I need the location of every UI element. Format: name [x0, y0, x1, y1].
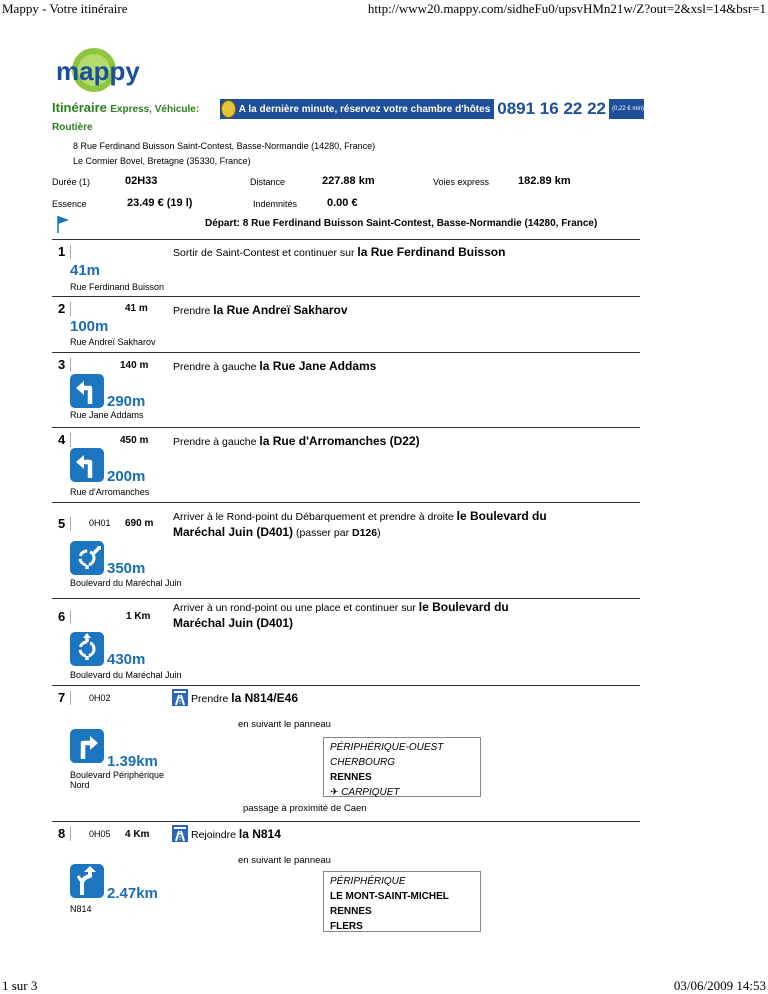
step-cumulative-distance: 41 m — [125, 303, 148, 314]
logo-text: mappy — [56, 56, 140, 86]
ad-text: A la dernière minute, réservez votre chambre d'hôtes — [238, 103, 491, 115]
step-divider — [52, 296, 640, 297]
step-divider — [52, 502, 640, 503]
step-number: 5 — [58, 516, 66, 531]
roundabout-icon — [70, 632, 104, 666]
step-distance: 100m — [70, 318, 109, 335]
step-instruction: Rejoindre la N814 — [191, 827, 281, 841]
destination-address: Le Cormier Bovel, Bretagne (35330, France) — [73, 156, 251, 166]
step-cumulative-distance: 140 m — [120, 360, 149, 371]
motorway-icon — [172, 689, 188, 706]
step-number: 7 — [58, 690, 66, 705]
distance-value: 227.88 km — [322, 175, 375, 187]
ad-phone: 0891 16 22 22 — [494, 99, 609, 119]
step-number: 8 — [58, 826, 66, 841]
step-distance: 350m — [107, 560, 146, 577]
mappy-logo[interactable] — [54, 46, 140, 100]
print-page-datetime: 03/06/2009 14:53 — [673, 978, 766, 993]
step-instruction: Prendre à gauche la Rue Jane Addams — [173, 359, 377, 373]
roundabout-icon — [70, 541, 104, 575]
step-road-name: N814 — [70, 904, 92, 914]
fuel-label: Essence — [52, 199, 87, 209]
step-road-name: Rue Ferdinand Buisson — [70, 282, 165, 292]
step-road-name: Boulevard Périphérique Nord — [70, 770, 165, 790]
step-divider — [52, 239, 640, 240]
step-distance: 430m — [107, 651, 146, 668]
distance-label: Distance — [250, 177, 286, 187]
step-number: 2 — [58, 301, 66, 316]
step-number: 1 — [58, 244, 66, 259]
step-instruction: Prendre la Rue Andreï Sakharov — [173, 303, 348, 317]
print-page-number: 1 sur 3 — [2, 978, 38, 993]
step-instruction: Prendre à gauche la Rue d'Arromanches (D22) — [173, 434, 420, 448]
allowance-label: Indemnités — [253, 199, 298, 209]
road-sign: PÉRIPHÉRIQUE-OUEST CHERBOURG RENNES ✈ CARPIQUET — [323, 737, 481, 797]
duration-label: Durée (1) — [52, 177, 91, 187]
departure-flag-icon — [56, 215, 70, 233]
turn-left-icon — [70, 374, 104, 408]
step-divider — [52, 821, 640, 822]
step-road-name: Rue Andreï Sakharov — [70, 337, 156, 347]
motorway-icon — [172, 825, 188, 842]
step-number: 4 — [58, 432, 66, 447]
step-instruction: Sortir de Saint-Contest et continuer sur la Rue Ferdinand Buisson — [173, 245, 506, 259]
step-distance: 1.39km — [107, 753, 158, 770]
step-divider — [52, 427, 640, 428]
step-distance: 200m — [107, 468, 146, 485]
step-instruction: Arriver à un rond-point ou une place et continuer sur le Boulevard du Maréchal Juin (D401) — [173, 600, 509, 630]
vehicle-type: Routière — [52, 122, 93, 133]
keep-right-icon — [70, 864, 104, 898]
step-number: 3 — [58, 357, 66, 372]
duration-value: 02H33 — [125, 175, 158, 187]
ad-price: (0,22 € min) — [611, 106, 644, 112]
step-divider — [52, 598, 640, 599]
departure-line: Départ: 8 Rue Ferdinand Buisson Saint-Contest, Basse-Normandie (14280, France) — [205, 218, 598, 229]
express-label: Voies express — [433, 177, 490, 187]
print-page-url: http://www20.mappy.com/sidheFu0/upsvHMn21w/Z?out=2&xsl=14&bsr=1 — [367, 1, 766, 16]
turn-right-icon — [70, 729, 104, 763]
step-road-name: Boulevard du Maréchal Juin — [70, 670, 182, 680]
ad-banner[interactable] — [220, 99, 644, 119]
step-road-name: Boulevard du Maréchal Juin — [70, 578, 182, 588]
step-divider — [52, 685, 640, 686]
follow-sign-label: en suivant le panneau — [238, 855, 331, 866]
follow-sign-label: en suivant le panneau — [238, 719, 331, 730]
step-divider — [52, 352, 640, 353]
allowance-value: 0.00 € — [327, 197, 358, 209]
turn-left-icon — [70, 448, 104, 482]
step-instruction: Prendre la N814/E46 — [191, 691, 298, 705]
step-cumulative-distance: 690 m — [125, 518, 154, 529]
road-sign: PÉRIPHÉRIQUE LE MONT-SAINT-MICHEL RENNES FLERS — [323, 871, 481, 932]
step-cumulative-distance: 1 Km — [126, 611, 151, 622]
print-page-title: Mappy - Votre itinéraire — [2, 1, 128, 16]
airport-icon: ✈ — [330, 787, 339, 798]
step-number: 6 — [58, 609, 66, 624]
step-distance: 290m — [107, 393, 146, 410]
step-distance: 41m — [70, 262, 101, 279]
origin-address: 8 Rue Ferdinand Buisson Saint-Contest, Basse-Normandie (14280, France) — [73, 141, 376, 151]
express-value: 182.89 km — [518, 175, 571, 187]
step-road-name: Rue Jane Addams — [70, 410, 144, 420]
step-distance: 2.47km — [107, 885, 158, 902]
step-road-name: Rue d'Arromanches — [70, 487, 150, 497]
passing-near: passage à proximité de Caen — [243, 803, 367, 814]
itinerary-title: Itinéraire Express, Véhicule: — [52, 100, 200, 115]
step-cumulative-distance: 4 Km — [125, 829, 150, 840]
step-time: 0H05 — [89, 829, 111, 839]
step-time: 0H02 — [89, 693, 111, 703]
step-cumulative-distance: 450 m — [120, 435, 149, 446]
guesthouse-logo-icon — [221, 100, 236, 118]
step-instruction: Arriver à le Rond-point du Débarquement et prendre à droite le Boulevard du Maréchal Juin (D401) (passer par D126) — [173, 509, 547, 539]
step-time: 0H01 — [89, 518, 111, 528]
fuel-value: 23.49 € (19 l) — [127, 197, 193, 209]
